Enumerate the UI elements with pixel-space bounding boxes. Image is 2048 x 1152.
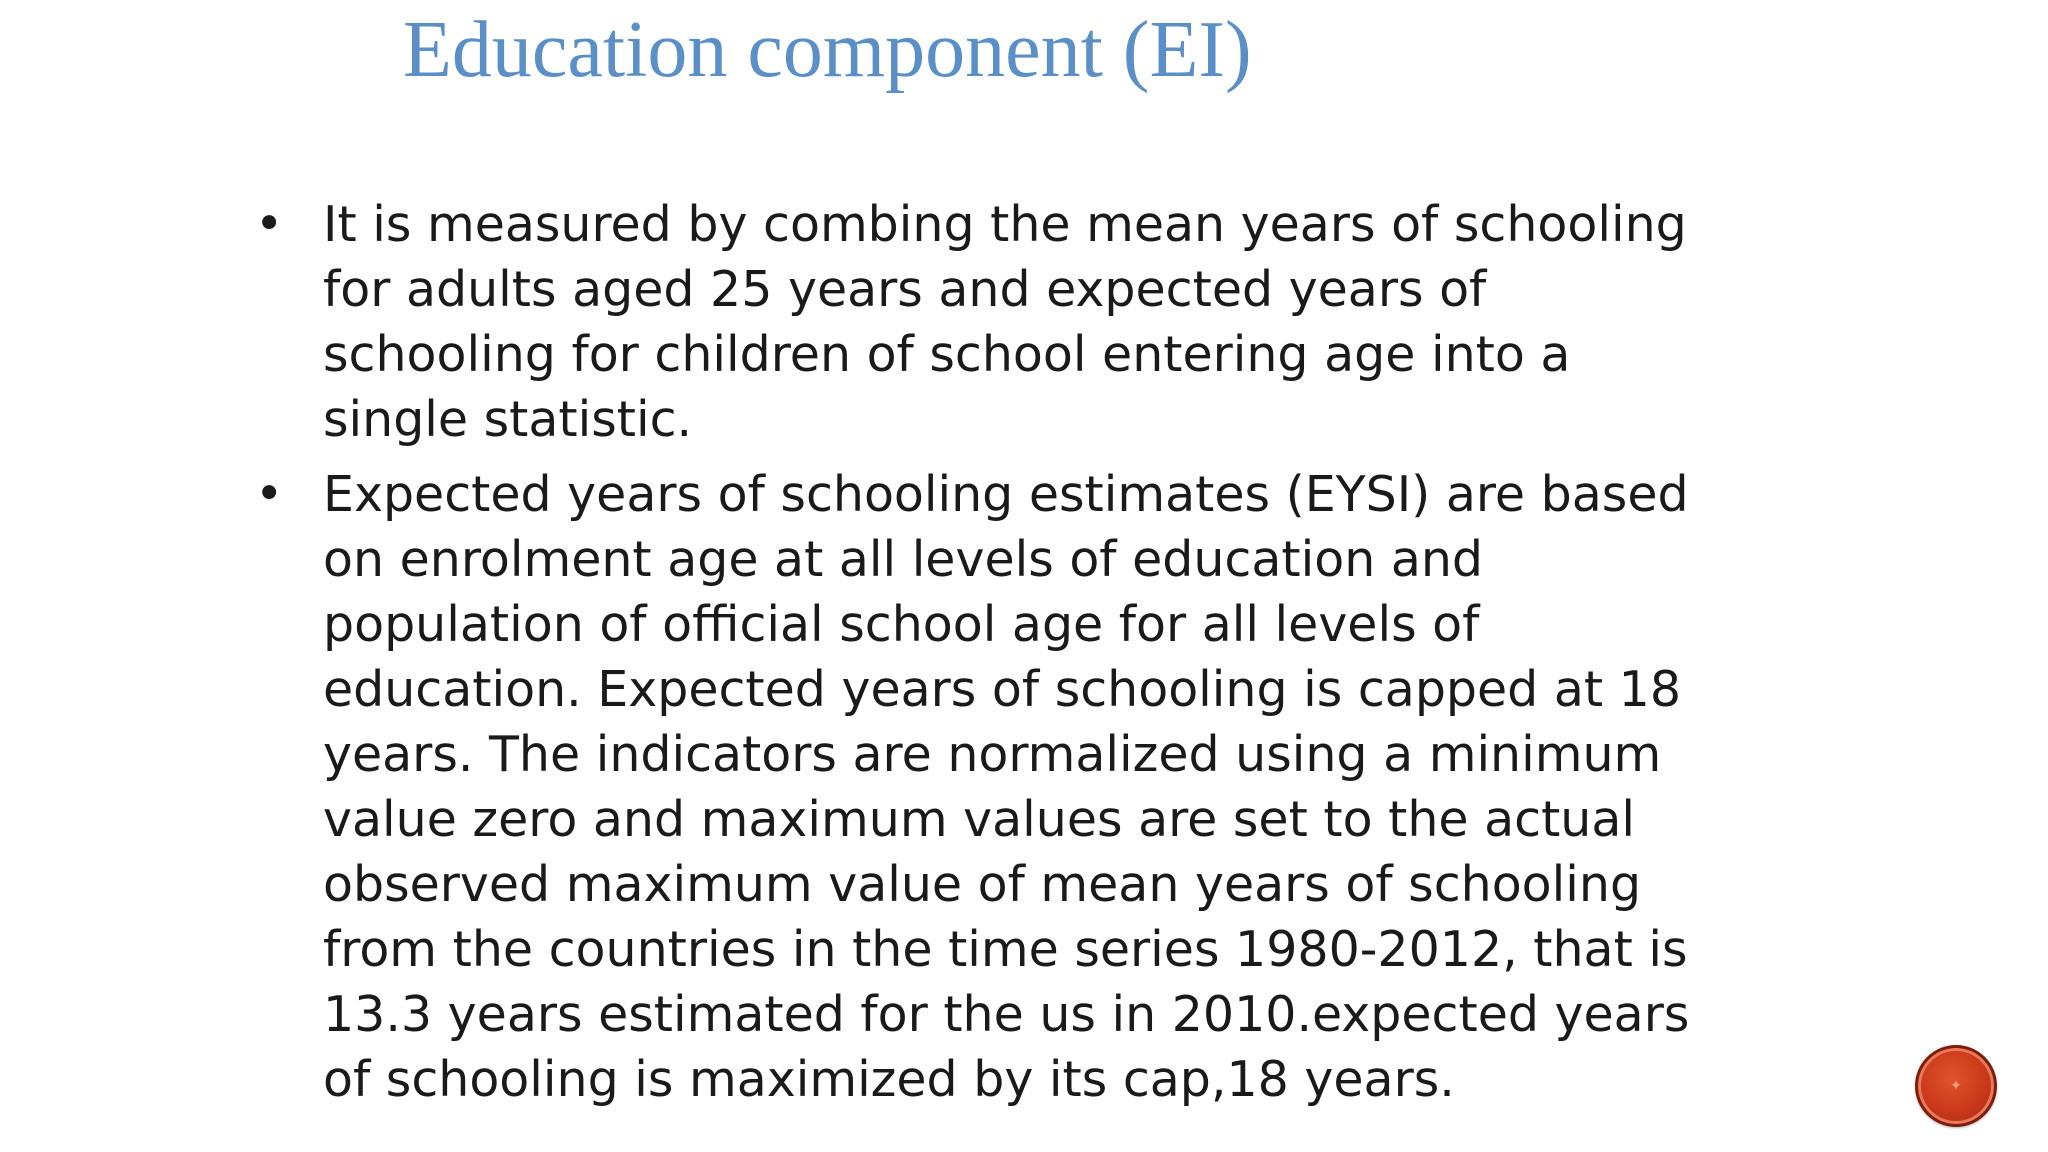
bullet-text-line: 13.3 years estimated for the us in 2010.expected years xyxy=(323,986,1690,1043)
bullet-text-line: population of official school age for all levels of xyxy=(323,596,1480,653)
slide-nav-icon: ✦ xyxy=(1950,1078,1962,1094)
slide-nav-button[interactable] xyxy=(1915,1045,1997,1127)
bullet-item xyxy=(255,462,1815,1112)
bullet-text-line: of schooling is maximized by its cap,18 years. xyxy=(323,1051,1455,1108)
bullet-list xyxy=(255,192,1815,1122)
bullet-text-line: schooling for children of school entering age into a xyxy=(323,326,1571,383)
slide-title: Education component (EI) xyxy=(403,6,1252,94)
bullet-text-line: It is measured by combing the mean years of schooling xyxy=(323,196,1687,253)
bullet-dot: • xyxy=(255,466,284,522)
bullet-text-line: for adults aged 25 years and expected years of xyxy=(323,261,1487,318)
bullet-text-line: years. The indicators are normalized using a minimum xyxy=(323,726,1662,783)
bullet-text-line: single statistic. xyxy=(323,391,693,448)
bullet-text-line: on enrolment age at all levels of education and xyxy=(323,531,1484,588)
bullet-text-line: education. Expected years of schooling is capped at 18 xyxy=(323,661,1682,718)
bullet-text-line: observed maximum value of mean years of schooling xyxy=(323,856,1642,913)
bullet-item xyxy=(255,192,1815,452)
bullet-dot: • xyxy=(255,196,284,252)
bullet-text-line: value zero and maximum values are set to the actual xyxy=(323,791,1635,848)
bullet-text-line: Expected years of schooling estimates (EYSI) are based xyxy=(323,466,1689,523)
bullet-text-line: from the countries in the time series 1980-2012, that is xyxy=(323,921,1688,978)
